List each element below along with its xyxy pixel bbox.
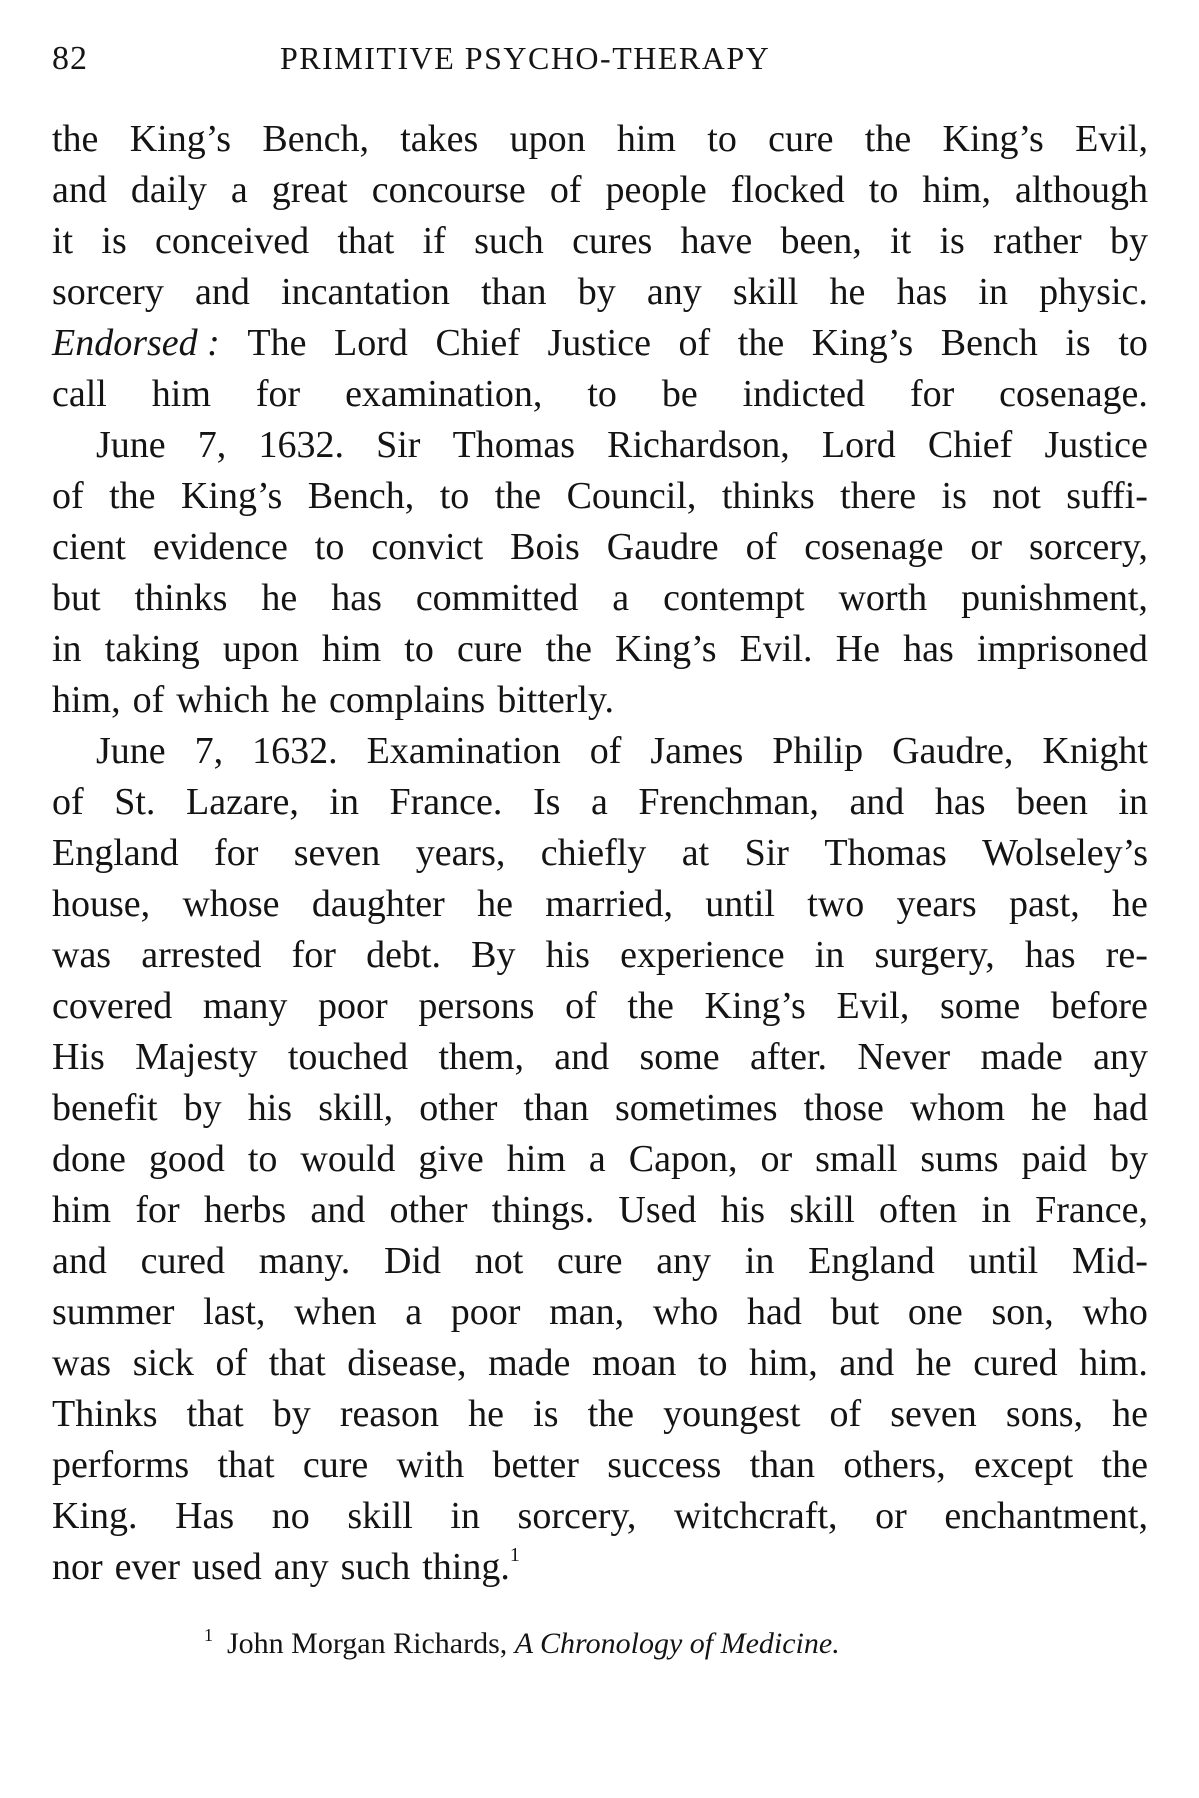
text-line: performs that cure with better success than others, except the — [52, 1444, 1148, 1486]
text-line: sorcery and incantation than by any skill he has in physic. — [52, 271, 1148, 313]
body-text — [52, 114, 1148, 1593]
running-title: PRIMITIVE PSYCHO-THERAPY — [280, 40, 771, 76]
text-line: June 7, 1632. Examination of James Philip Gaudre, Knight — [96, 730, 1148, 772]
footnote — [52, 1615, 1148, 1664]
running-head — [52, 40, 1148, 92]
text-line: him for herbs and other things. Used his skill often in France, — [52, 1189, 1148, 1231]
text-line: and cured many. Did not cure any in England until Mid- — [52, 1240, 1148, 1282]
text-line: was arrested for debt. By his experience in surgery, has re- — [52, 934, 1148, 976]
text-line: done good to would give him a Capon, or small sums paid by — [52, 1138, 1148, 1180]
text-line: house, whose daughter he married, until two years past, he — [52, 883, 1148, 925]
text-line: June 7, 1632. Sir Thomas Richardson, Lord Chief Justice — [96, 424, 1148, 466]
text-line: nor ever used any such thing.$^1$ — [52, 1544, 520, 1588]
footnote-reference: 1 — [509, 1544, 520, 1566]
footnote-book-title: A Chronology of Medicine. — [514, 1627, 840, 1660]
endorsed-label: Endorsed : — [52, 322, 220, 364]
text-line: him, of which he complains bitterly. — [52, 679, 615, 721]
text-line: the King’s Bench, takes upon him to cure the King’s Evil, — [52, 118, 1148, 160]
text-line: King. Has no skill in sorcery, witchcraft, or enchantment, — [52, 1495, 1148, 1537]
text-line: and daily a great concourse of people flocked to him, although — [52, 169, 1148, 211]
page-number: 82 — [52, 40, 88, 77]
footnote-mark: 1 — [204, 1625, 213, 1645]
text-line: cient evidence to convict Bois Gaudre of cosenage or sorcery, — [52, 526, 1148, 568]
text-line: England for seven years, chiefly at Sir Thomas Wolseley’s — [52, 832, 1148, 874]
text-line: but thinks he has committed a contempt worth punishment, — [52, 577, 1148, 619]
footnote-author: John Morgan Richards, — [227, 1627, 508, 1660]
text-line: was sick of that disease, made moan to him, and he cured him. — [52, 1342, 1148, 1384]
text-line: of St. Lazare, in France. Is a Frenchman, and has been in — [52, 781, 1148, 823]
text-line: summer last, when a poor man, who had but one son, who — [52, 1291, 1148, 1333]
text-line: in taking upon him to cure the King’s Evil. He has imprisoned — [52, 628, 1148, 670]
text-line: covered many poor persons of the King’s Evil, some before — [52, 985, 1148, 1027]
text-line: Endorsed : The Lord Chief Justice of the King’s Bench is to — [52, 318, 1148, 369]
text-line: call him for examination, to be indicted for cosenage. — [52, 373, 1148, 415]
text-line: benefit by his skill, other than sometimes those whom he had — [52, 1087, 1148, 1129]
text-line: Thinks that by reason he is the youngest of seven sons, he — [52, 1393, 1148, 1435]
text-line: of the King’s Bench, to the Council, thinks there is not suffi- — [52, 475, 1148, 517]
text-line: it is conceived that if such cures have been, it is rather by — [52, 220, 1148, 262]
text-line: His Majesty touched them, and some after. Never made any — [52, 1036, 1148, 1078]
book-page — [52, 40, 1148, 1664]
